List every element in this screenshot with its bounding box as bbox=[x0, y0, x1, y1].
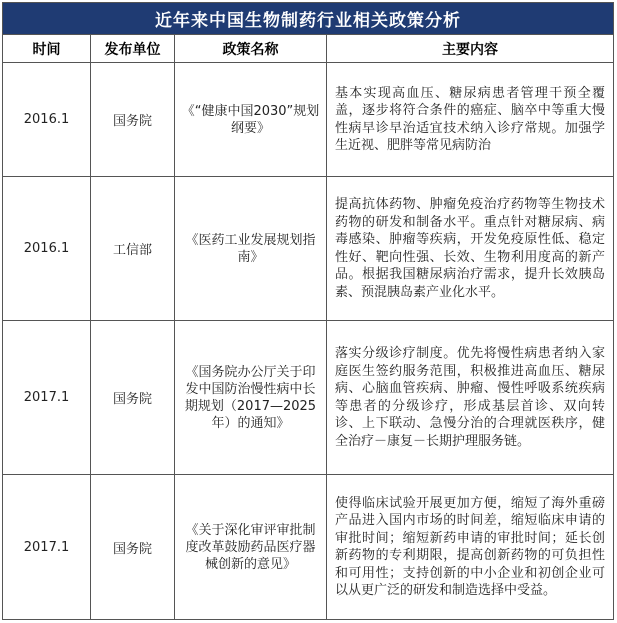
cell-time: 2016.1 bbox=[3, 63, 91, 177]
table-row bbox=[3, 177, 614, 321]
cell-policy: 《关于深化审评审批制度改革鼓励药品医疗器械创新的意见》 bbox=[175, 475, 327, 620]
cell-time: 2017.1 bbox=[3, 475, 91, 620]
cell-content: 落实分级诊疗制度。优先将慢性病患者纳入家庭医生签约服务范围，积极推进高血压、糖尿病、心脑血管疾病、肿瘤、慢性呼吸系统疾病等患者的分级诊疗，形成基层首诊、双向转诊、上下联动、急慢分治的合理就医秩序，健全治疗－康复－长期护理服务链。 bbox=[327, 321, 614, 475]
table-row bbox=[3, 63, 614, 177]
header-time: 时间 bbox=[3, 35, 91, 63]
cell-policy: 《国务院办公厅关于印发中国防治慢性病中长期规划（2017—2025年）的通知》 bbox=[175, 321, 327, 475]
cell-org: 工信部 bbox=[91, 177, 175, 321]
cell-content: 提高抗体药物、肿瘤免疫治疗药物等生物技术药物的研发和制备水平。重点针对糖尿病、病毒感染、肿瘤等疾病，开发免疫原性低、稳定性好、靶向性强、长效、生物利用度高的新产品。根据我国糖尿病治疗需求，提升长效胰岛素、预混胰岛素产业化水平。 bbox=[327, 177, 614, 321]
header-content: 主要内容 bbox=[327, 35, 614, 63]
policy-table bbox=[2, 2, 614, 620]
cell-content: 基本实现高血压、糖尿病患者管理干预全覆盖，逐步将符合条件的癌症、脑卒中等重大慢性病早诊早治适宜技术纳入诊疗常规。加强学生近视、肥胖等常见病防治 bbox=[327, 63, 614, 177]
cell-policy: 《“健康中国2030”规划纲要》 bbox=[175, 63, 327, 177]
cell-policy: 《医药工业发展规划指南》 bbox=[175, 177, 327, 321]
cell-time: 2016.1 bbox=[3, 177, 91, 321]
cell-time: 2017.1 bbox=[3, 321, 91, 475]
table-row bbox=[3, 475, 614, 620]
header-row bbox=[3, 35, 614, 63]
header-org: 发布单位 bbox=[91, 35, 175, 63]
table-title: 近年来中国生物制药行业相关政策分析 bbox=[3, 3, 614, 35]
table-row bbox=[3, 321, 614, 475]
header-policy: 政策名称 bbox=[175, 35, 327, 63]
cell-org: 国务院 bbox=[91, 63, 175, 177]
cell-content: 使得临床试验开展更加方便，缩短了海外重磅产品进入国内市场的时间差，缩短临床申请的审批时间；缩短新药申请的审批时间；延长创新药物的专利期限，提高创新药物的可负担性和可用性；支持创新的中小企业和初创企业可以从更广泛的研发和制造选择中受益。 bbox=[327, 475, 614, 620]
cell-org: 国务院 bbox=[91, 321, 175, 475]
cell-org: 国务院 bbox=[91, 475, 175, 620]
